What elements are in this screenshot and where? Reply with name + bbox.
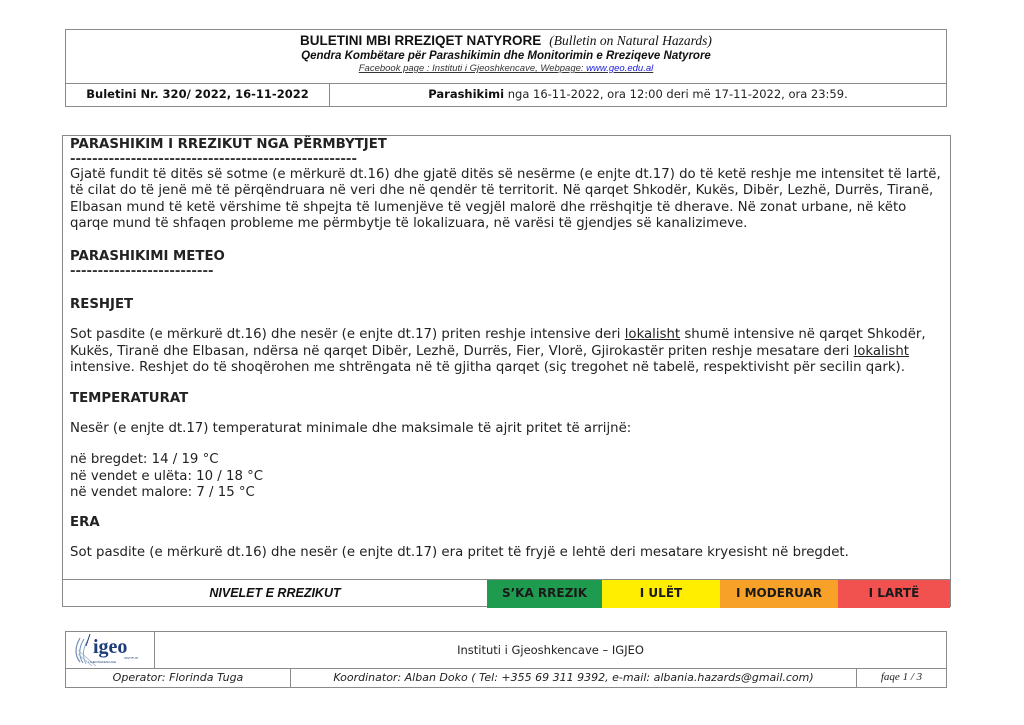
wind-text: Sot pasdite (e mërkurë dt.16) dhe nesër (e enjte dt.17) era pritet të fryjë e lehtë deri mesatare kryesisht në bregdet. [70, 545, 849, 561]
rain-heading: RESHJET [70, 297, 134, 313]
meteo-heading: PARASHIKIMI METEO [70, 249, 225, 265]
svg-text:INSTITUTI: INSTITUTI [124, 656, 139, 660]
risk-level-none: S’KA RREZIK [487, 580, 602, 608]
flood-heading: PARASHIKIM I RREZIKUT NGA PËRMBYTJET [70, 137, 387, 152]
bulletin-number: Buletini Nr. 320/ 2022, 16-11-2022 [66, 83, 330, 106]
coordinator-contact: Koordinator: Alban Doko ( Tel: +355 69 311 9392, e-mail: albania.hazards@gmail.com) [291, 668, 857, 687]
page-number: faqe 1 / 3 [880, 671, 923, 683]
temperature-heading: TEMPERATURAT [70, 391, 189, 407]
bulletin-title [66, 33, 946, 49]
temperature-intro: Nesër (e enjte dt.17) temperaturat minimale dhe maksimale të ajrit pritet të arrijnë: [70, 421, 632, 437]
forecast-label: Parashikimi [428, 87, 505, 101]
center-name: Qendra Kombëtare për Parashikimin dhe Monitorimin e Rreziqeve Natyrore [301, 50, 711, 62]
contact-links [66, 63, 946, 74]
risk-level-moderate: I MODERUAR [720, 580, 838, 608]
facebook-page-text: Facebook page : Instituti i Gjeoshkencave, Webpage: [358, 63, 587, 74]
bulletin-body [62, 135, 951, 607]
risk-levels-legend [63, 579, 950, 608]
website-link[interactable]: www.geo.edu.al [586, 63, 654, 74]
flood-text: Gjatë fundit të ditës së sotme (e mërkurë dt.16) dhe gjatë ditës së nesërme (e enjte dt.17) do të ketë reshje me intensitet të lartë, të cilat do të jenë më të përqëndruara në veri dhe në qendër të territorit. Në qarqet Shkodër, Kukës, Dibër, Lezhë, Durrës, Tiranë, Elbasan mund të ketë vërshime të shpejta të lumenjëve të vegjël malorë dhe rrëshqitje të dherave. Në zonat urbane, në këto qarqe mund të shfaqen probleme me përmbytje të lokalizuara, në varësi të gjendjes së kanalizimeve. [70, 167, 941, 231]
globe-logo-icon [66, 632, 154, 668]
bulletin-title-text: BULETINI MBI RREZIQET NATYRORE [300, 33, 542, 48]
svg-text:igeo: igeo [93, 636, 128, 658]
wind-heading: ERA [70, 515, 100, 531]
temperature-line-lowlands: në vendet e ulëta: 10 / 18 °C [70, 468, 264, 484]
risk-levels-label: NIVELET E RREZIKUT [209, 586, 341, 600]
igeo-logo [66, 632, 155, 668]
bulletin-header [65, 29, 947, 107]
operator: Operator: Florinda Tuga [66, 668, 291, 687]
header-info-row [66, 83, 946, 106]
rain-emphasis-1: lokalisht [624, 327, 681, 343]
flood-divider: ---------------------------------------------------- [70, 153, 357, 168]
bulletin-footer [65, 631, 947, 688]
risk-level-high: I LARTË [838, 580, 950, 608]
temperature-list [70, 452, 943, 501]
forecast-period [330, 83, 946, 106]
rain-text [70, 327, 943, 376]
rain-text-part-2: shumë intensive në qarqet Shkodër, Kukës, Tiranë dhe Elbasan, ndërsa në qarqet Dibër, Lezhë, Durrës, Fier, Vlorë, Gjirokastër priten reshje mesatare deri [70, 327, 926, 359]
bulletin-title-english: (Bulletin on Natural Hazards) [549, 33, 712, 48]
rain-emphasis-2: lokalisht [853, 343, 909, 359]
temperature-line-coast: në bregdet: 14 / 19 °C [70, 452, 219, 468]
forecast-period-text: nga 16-11-2022, ora 12:00 deri më 17-11-2022, ora 23:59. [504, 87, 848, 101]
header-title-block [66, 30, 946, 84]
temperature-line-mountains: në vendet malore: 7 / 15 °C [70, 484, 255, 500]
meteo-divider: -------------------------- [70, 265, 214, 280]
risk-level-low: I ULËT [602, 580, 720, 608]
institute-name: Instituti i Gjeoshkencave – IGJEO [457, 643, 644, 657]
rain-text-part-3: intensive. Reshjet do të shoqërohen me shtrëngata në të gjitha qarqet (siç tregohet në tabelë, respektivisht për secilin qark). [70, 359, 905, 375]
rain-text-part-1: Sot pasdite (e mërkurë dt.16) dhe nesër (e enjte dt.17) priten reshje intensive deri [70, 327, 625, 343]
svg-text:I GJEOSHKENCAVE: I GJEOSHKENCAVE [88, 660, 117, 664]
